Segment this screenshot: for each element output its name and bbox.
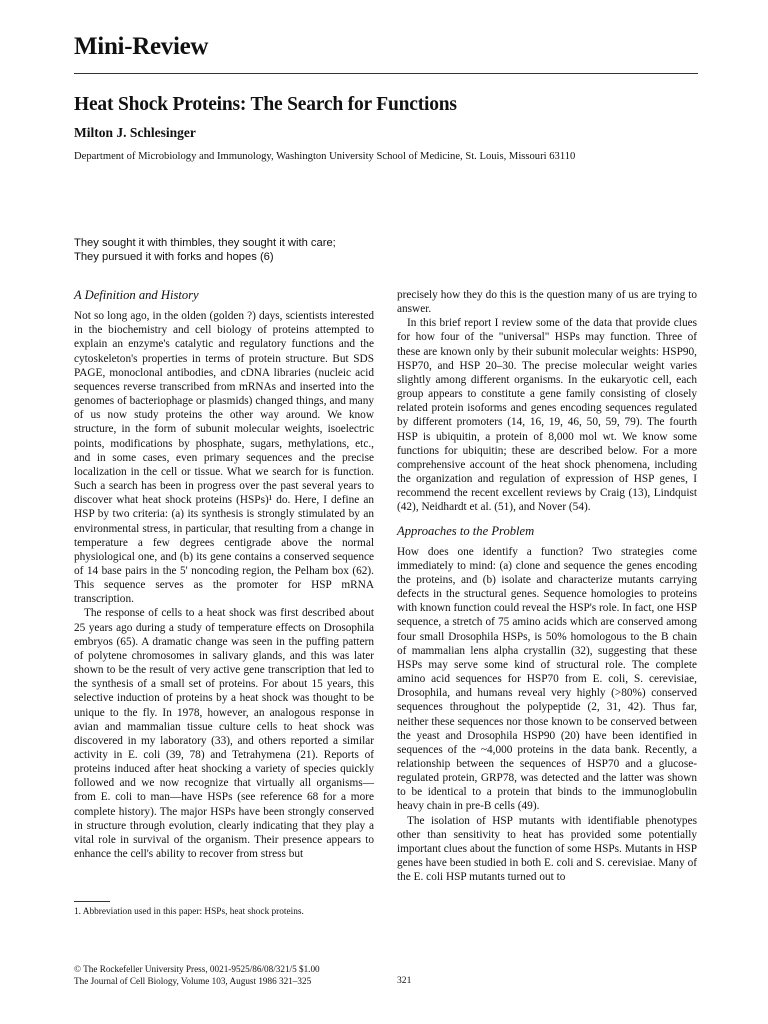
body-paragraph: How does one identify a function? Two strategies come immediately to mind: (a) clone and sequence the genes encoding the proteins, and (b) isolate and characterize mutants carrying defects in the structural genes. Sequence homologies to proteins with known function could reveal the HSP's role. In fact, one HSP sequence, a stretch of 75 amino acids which are conserved among four small Drosophila HSPs, is 50% homologous to the B chain of mammalian lens alpha crystallin (32), suggesting that these HSPs may serve some kind of structural role. The complete amino acid sequences for HSP70 from E. coli, S. cerevisiae, Drosophila, and humans reveal very highly (>80%) conserved sequences throughout the polypeptide (2, 31, 42). Thus far, neither these sequences nor those known to be conserved between the yeast and Drosophila HSP90 (20) have been identified in sequences of the ~4,000 proteins in the data bank. Recently, a relationship between the sequences of HSP70 and a glucose-regulated protein, GRP78, was detected and the latter was shown to be identical to a protein that binds to the immunoglobulin heavy chain in pre-B cells (49).	[397, 545, 697, 813]
series-label: Mini-Review	[74, 33, 209, 60]
body-paragraph: Not so long ago, in the olden (golden ?) days, scientists interested in the biochemistry and cell biology of proteins attempted to explain an enzyme's catalytic and regulatory functions and the cytoskeleton's properties in terms of protein structure. But SDS PAGE, monoclonal antibodies, and cDNA libraries (nucleic acid sequences reverse transcribed from mRNAs and inserted into the genomes of bacteriophage or plasmids) changed things, and many of us now study proteins the other way around. We know structure, in the form of subunit molecular weights, isoelectric points, modifications by phosphate, sugars, methylations, etc., and in some cases, even primary sequences and the precise localization in the cell or tissue. What we search for is function. Such a search has been in progress over the past several years to discover what heat shock proteins (HSPs)¹ do. Here, I define an HSP by two criteria: (a) its synthesis is strongly stimulated by an environmental stress, in particular, that resulting from a change in temperature a few degrees centigrade above the normal physiological one, and (b) its gene contains a conserved sequence of 14 base pairs in the 5' noncoding region, the Pelham box (62). This sequence serves as the promoter for HSP mRNA transcription.	[74, 310, 374, 606]
left-column	[74, 288, 374, 861]
page-number: 321	[397, 975, 412, 986]
author-name: Milton J. Schlesinger	[74, 125, 196, 140]
body-paragraph: The isolation of HSP mutants with identifiable phenotypes other than sensitivity to heat has provided some potentially important clues about the function of some HSPs. Mutants in HSP genes have been studied in both E. coli and S. cerevisiae. Many of the E. coli HSP mutants turned out to	[397, 814, 697, 884]
body-paragraph: precisely how they do this is the question many of us are trying to answer.	[397, 289, 697, 316]
right-column	[397, 288, 697, 884]
article-title: Heat Shock Proteins: The Search for Functions	[74, 94, 457, 115]
epigraph-line: They sought it with thimbles, they sought it with care;	[74, 237, 336, 249]
footnote-divider	[74, 901, 110, 902]
section-heading-approaches: Approaches to the Problem	[397, 523, 535, 538]
header-divider	[74, 73, 698, 74]
epigraph	[74, 236, 336, 264]
copyright-notice	[74, 964, 320, 987]
journal-citation-line: The Journal of Cell Biology, Volume 103, August 1986 321–325	[74, 975, 312, 986]
author-affiliation: Department of Microbiology and Immunology, Washington University School of Medicine, St. Louis, Missouri 63110	[74, 151, 576, 162]
body-paragraph: The response of cells to a heat shock was first described about 25 years ago during a study of temperature effects on Drosophila embryos (65). A dramatic change was seen in the puffing pattern of polytene chromosomes in salivary glands, and this was later shown to be the result of very active gene transcription that led to the synthesis of a small set of proteins. For about 15 years, this selective induction of proteins by a heat shock was thought to be unique to the fly. In 1978, however, an analogous response in avian and mammalian tissue culture cells to heat shock was discovered in my laboratory (33), and others reported a similar activity in E. coli (39, 78) and Tetrahymena (21). Reports of proteins induced after heat shocking a variety of species quickly followed and we now recognize that virtually all organisms—from E. coli to man—have HSPs (see reference 68 for a more complete history). The major HSPs have been strongly conserved in structure through evolution, clearly indicating that they play a vital role in survival of the organism. Their presence appears to enhance the cell's ability to recover from stress but	[74, 607, 374, 861]
footnote: 1. Abbreviation used in this paper: HSPs, heat shock proteins.	[74, 907, 304, 917]
copyright-line: © The Rockefeller University Press, 0021-9525/86/08/321/5 $1.00	[74, 964, 320, 974]
section-heading-definition: A Definition and History	[74, 288, 199, 302]
body-paragraph: In this brief report I review some of the data that provide clues for how four of the "universal" HSPs may function. Three of these are known only by their subunit molecular weights: HSP90, HSP70, and HSP 20–30. The precise molecular weight varies slightly among different organisms. In the eukaryotic cell, each group appears to constitute a gene family consisting of closely related protein isoforms and genes encoding sequences regulated by different promoters (14, 16, 19, 46, 50, 59, 79). The fourth HSP is ubiquitin, a protein of 8,000 mol wt. We know some functions for ubiquitin; these are described below. For a more comprehensive account of the heat shock phenomena, including the organization and regulation of expression of HSP genes, I recommend the recent excellent reviews by Craig (13), Lindquist (42), Neidhardt et al. (51), and Nover (54).	[397, 317, 697, 514]
epigraph-line: They pursued it with forks and hopes (6)	[74, 251, 274, 263]
